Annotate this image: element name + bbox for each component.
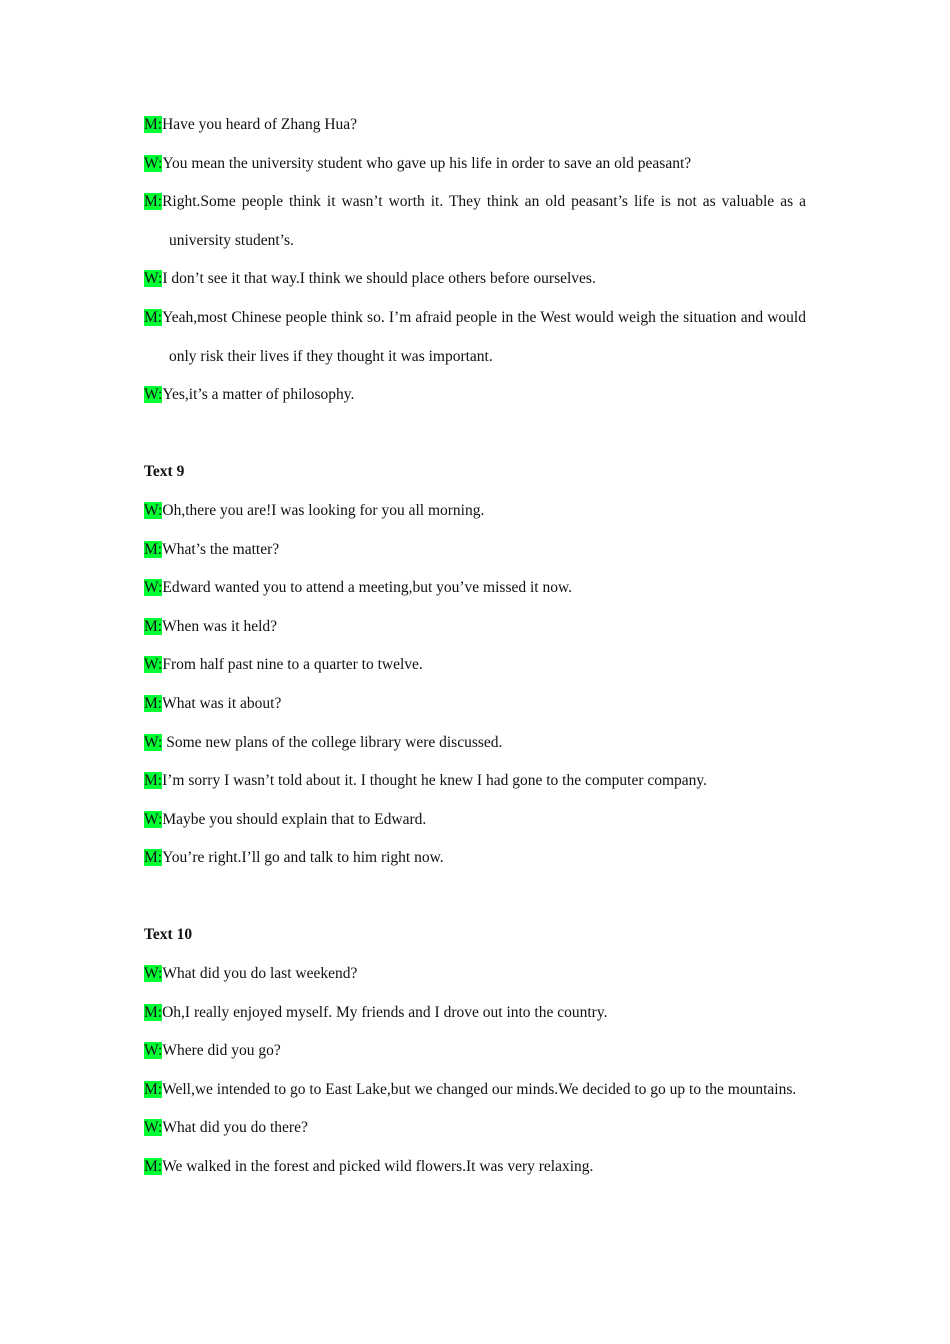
dialogue-text: What’s the matter? [162,540,280,558]
dialogue-section-text-9 [144,453,806,878]
dialogue-text: Well,we intended to go to East Lake,but we changed our minds.We decided to go up to the mountains. [162,1080,797,1098]
dialogue-text: What did you do last weekend? [162,965,358,983]
dialogue-line [144,724,806,763]
dialogue-text: Some new plans of the college library were discussed. [162,733,503,751]
speaker-label: W: [144,1042,163,1060]
speaker-label: M: [144,193,163,211]
speaker-label: W: [144,386,163,404]
speaker-label: W: [144,270,163,288]
dialogue-text: You mean the university student who gave up his life in order to save an old peasant? [162,154,692,172]
dialogue-section-1 [144,106,806,415]
speaker-label: M: [144,1080,163,1098]
dialogue-line [144,608,806,647]
dialogue-line [144,1071,806,1110]
speaker-label: W: [144,656,163,674]
section-spacer [144,878,806,917]
speaker-label: M: [144,308,163,326]
dialogue-line [144,646,806,685]
document-page [144,106,806,1187]
dialogue-text: Yeah,most Chinese people think so. I’m afraid people in the West would weigh the situation and would only risk their lives if they thought it was important. [162,308,806,365]
dialogue-text: You’re right.I’ll go and talk to him right now. [162,849,444,867]
dialogue-line [144,1109,806,1148]
dialogue-line [144,685,806,724]
dialogue-text: Oh,I really enjoyed myself. My friends and I drove out into the country. [162,1003,608,1021]
dialogue-line [144,260,806,299]
dialogue-text: I’m sorry I wasn’t told about it. I thought he knew I had gone to the computer company. [162,772,708,790]
dialogue-text: What was it about? [162,694,282,712]
speaker-label: M: [144,116,163,133]
dialogue-text: Oh,there you are!I was looking for you all morning. [162,501,485,519]
dialogue-text: Have you heard of Zhang Hua? [162,116,358,133]
section-heading: Text 10 [144,926,193,944]
dialogue-text: From half past nine to a quarter to twelve. [162,656,423,674]
dialogue-text: We walked in the forest and picked wild flowers.It was very relaxing. [162,1158,594,1176]
speaker-label: M: [144,1003,163,1021]
dialogue-section-text-10 [144,916,806,1186]
dialogue-line [144,531,806,570]
speaker-label: M: [144,772,163,790]
dialogue-line [144,762,806,801]
dialogue-line [144,994,806,1033]
dialogue-text: Edward wanted you to attend a meeting,but you’ve missed it now. [162,579,573,597]
dialogue-line [144,299,806,376]
section-spacer [144,415,806,454]
dialogue-line [144,492,806,531]
speaker-label: M: [144,540,163,558]
dialogue-line [144,839,806,878]
speaker-label: M: [144,1158,163,1176]
speaker-label: M: [144,694,163,712]
speaker-label: W: [144,1119,163,1137]
speaker-label: W: [144,579,163,597]
dialogue-line [144,145,806,184]
dialogue-text: What did you do there? [162,1119,308,1137]
dialogue-line [144,376,806,415]
dialogue-line [144,569,806,608]
section-heading: Text 9 [144,463,185,481]
dialogue-line [144,1032,806,1071]
speaker-label: M: [144,849,163,867]
dialogue-text: Right.Some people think it wasn’t worth it. They think an old peasant’s life is not as valuable as a university student’s. [162,193,806,249]
dialogue-line [144,955,806,994]
speaker-label: W: [144,810,163,828]
dialogue-text: When was it held? [162,617,278,635]
speaker-label: M: [144,617,163,635]
dialogue-line [144,1148,806,1187]
speaker-label: W: [144,501,163,519]
dialogue-line [144,801,806,840]
speaker-label: W: [144,154,163,172]
speaker-label: W: [144,965,163,983]
dialogue-line [144,106,806,145]
dialogue-line [144,183,806,260]
dialogue-text: I don’t see it that way.I think we should place others before ourselves. [162,270,596,288]
speaker-label: W: [144,733,163,751]
dialogue-text: Where did you go? [162,1042,281,1060]
dialogue-text: Maybe you should explain that to Edward. [162,810,427,828]
dialogue-text: Yes,it’s a matter of philosophy. [162,386,355,404]
